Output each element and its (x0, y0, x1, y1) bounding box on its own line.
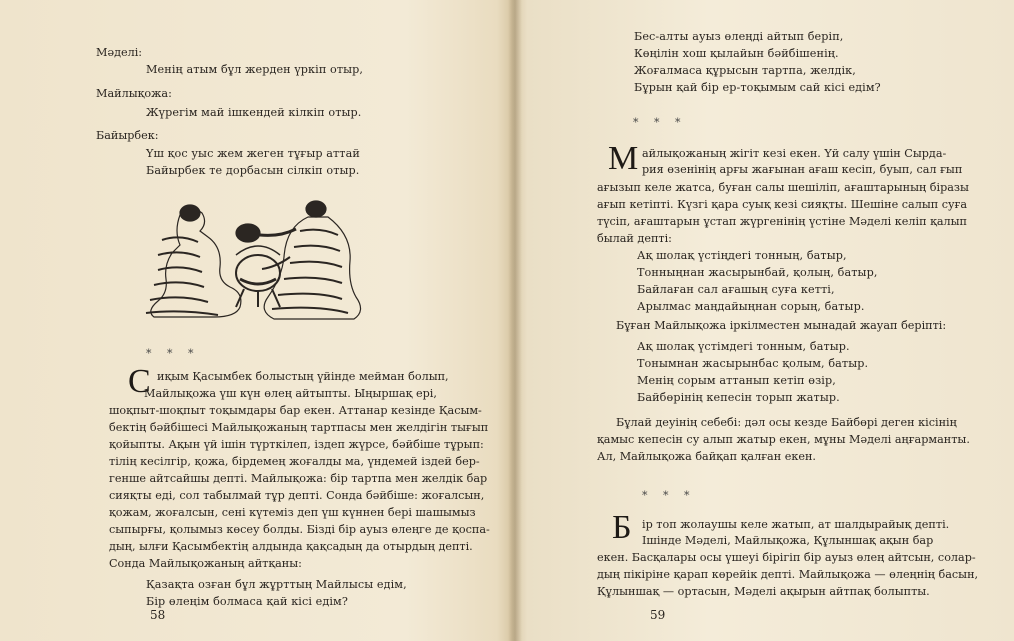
paragraph-line: екен. Басқалары осы үшеуі бірігіп бір ауыз өлең айтсын, солар- (597, 551, 976, 564)
section-divider-stars: * * * (146, 347, 200, 360)
paragraph-line: сияқты еді, сол табылмай тұр депті. Сонда бəйбіше: жоғалсын, (109, 489, 485, 502)
paragraph-line: тілің кесілгір, қожа, бірдемең жоғалды ма, үндемей іздей бер- (109, 455, 480, 468)
paragraph-line: Құлыншақ — ортасын, Мəделі ақырын айтпақ болыпты. (597, 585, 930, 598)
drop-cap: Б (612, 509, 632, 546)
paragraph-line: дың, ылғи Қасымбектің алдында қақсадың да отырдың депті. (109, 540, 473, 553)
paragraph-line: генше айтсайшы депті. Майлықожа: бір тартпа мен желдік бар (109, 472, 488, 485)
verse-line: Жүрегім май ішкендей кілкіп отыр. (146, 106, 362, 119)
verse-line: Байбөрінің кепесін торып жатыр. (637, 391, 840, 404)
drop-cap: С (128, 363, 151, 400)
verse-line: Тонныңнан жасырынбай, қолың, батыр, (637, 266, 878, 279)
paragraph-line: рия өзенінің арғы жағынан ағаш кесіп, буып, сал ғып (642, 163, 963, 176)
verse-line: Бұрын қай бір ер-тоқымым сай кісі едім? (634, 81, 881, 94)
paragraph-line: қожам, жоғалсын, сені күтеміз деп үш күннен бері шашымыз (109, 506, 476, 519)
paragraph-line: қойыпты. Ақын үй ішін түрткілеп, іздеп жүрсе, бəйбіше тұрып: (109, 438, 484, 451)
paragraph-line: Майлықожа үш күн өлең айтыпты. Ыңыршақ ері, (144, 387, 437, 400)
verse-line: Менің атым бұл жерден үркіп отыр, (146, 63, 364, 76)
paragraph-line: шоқпыт-шоқпыт тоқымдары бар екен. Аттанар кезінде Қасым- (109, 404, 482, 417)
verse-line: Байырбек те дорбасын сілкіп отыр. (146, 164, 360, 177)
paragraph-line: иқым Қасымбек болыстың үйінде мейман болып, (157, 370, 449, 383)
drop-cap: М (608, 140, 639, 177)
paragraph-line: дың пікіріне қарап көрейік депті. Майлықожа — өлеңнің басын, (597, 568, 979, 581)
verse-line: Тонымнан жасырынбас қолым, батыр. (637, 357, 869, 370)
verse-line: Ақ шолақ үстіңдегі тонның, батыр, (637, 249, 847, 262)
paragraph-line: ір топ жолаушы келе жатып, ат шалдырайық депті. (642, 518, 950, 531)
speaker-madeli: Мəделі: (96, 46, 143, 59)
section-divider-stars: * * * (633, 116, 687, 129)
verse-line: Жоғалмаса құрысын тартпа, желдік, (634, 64, 856, 77)
paragraph-line: былай депті: (597, 232, 672, 245)
paragraph-line: қамыс кепесін су алып жатыр екен, мұны Мəделі аңғарманты. (597, 433, 970, 446)
verse-line: Көңілін хош қылайын бəйбішенің. (634, 47, 839, 60)
verse-line: Бес-алты ауыз өлеңді айтып беріп, (634, 30, 844, 43)
paragraph-line: ағып кетіпті. Күзгі қара суық кезі сияқты. Шешіне салып суға (597, 198, 968, 211)
speaker-maylykozha: Майлықожа: (96, 87, 172, 100)
two-figures-illustration (140, 195, 370, 330)
verse-line: Менің сорым аттанып кетіп өзір, (637, 374, 836, 387)
paragraph-line: бектің бəйбішесі Майлықожаның тартпасы мен желдігін тығып (109, 421, 489, 434)
page-number: 59 (650, 608, 666, 622)
paragraph-line: Ал, Майлықожа байқап қалған екен. (597, 450, 816, 463)
right-page (520, 0, 1014, 641)
verse-line: Қазақта озған бұл жұрттың Майлысы едім, (146, 578, 407, 591)
verse-line: Бір өлеңім болмаса қай кісі едім? (146, 595, 348, 608)
verse-line: Арылмас маңдайыңнан сорың, батыр. (637, 300, 865, 313)
reply-intro: Бұған Майлықожа іркілместен мынадай жауап беріпті: (616, 319, 947, 332)
paragraph-line: айлықожаның жігіт кезі екен. Үй салу үшін Сырда- (642, 147, 947, 160)
paragraph-line: Ішінде Мəделі, Майлықожа, Құлыншақ ақын бар (642, 534, 934, 547)
paragraph-line: ағызып келе жатса, буған салы шешіліп, ағаштарының біразы (597, 181, 969, 194)
paragraph-line: Сонда Майлықожаның айтқаны: (109, 557, 302, 570)
paragraph-line: Бұлай деуінің себебі: дəл осы кезде Байбөрі деген кісінің (616, 416, 957, 429)
verse-line: Байлаған сал ағашың суға кетті, (637, 283, 835, 296)
speaker-bayyrbek: Байырбек: (96, 129, 159, 142)
page-number: 58 (150, 608, 166, 622)
section-divider-stars: * * * (642, 489, 696, 502)
verse-line: Ақ шолақ үстімдегі тонным, батыр. (637, 340, 850, 353)
paragraph-line: сыпырғы, қолымыз көсеу болды. Бізді бір ауыз өлеңге де қоспа- (109, 523, 490, 536)
verse-line: Үш қос уыс жем жеген тұғыр аттай (146, 147, 360, 160)
paragraph-line: түсіп, ағаштарын ұстап жүргенінің үстіне Мəделі келіп қалып (597, 215, 968, 228)
